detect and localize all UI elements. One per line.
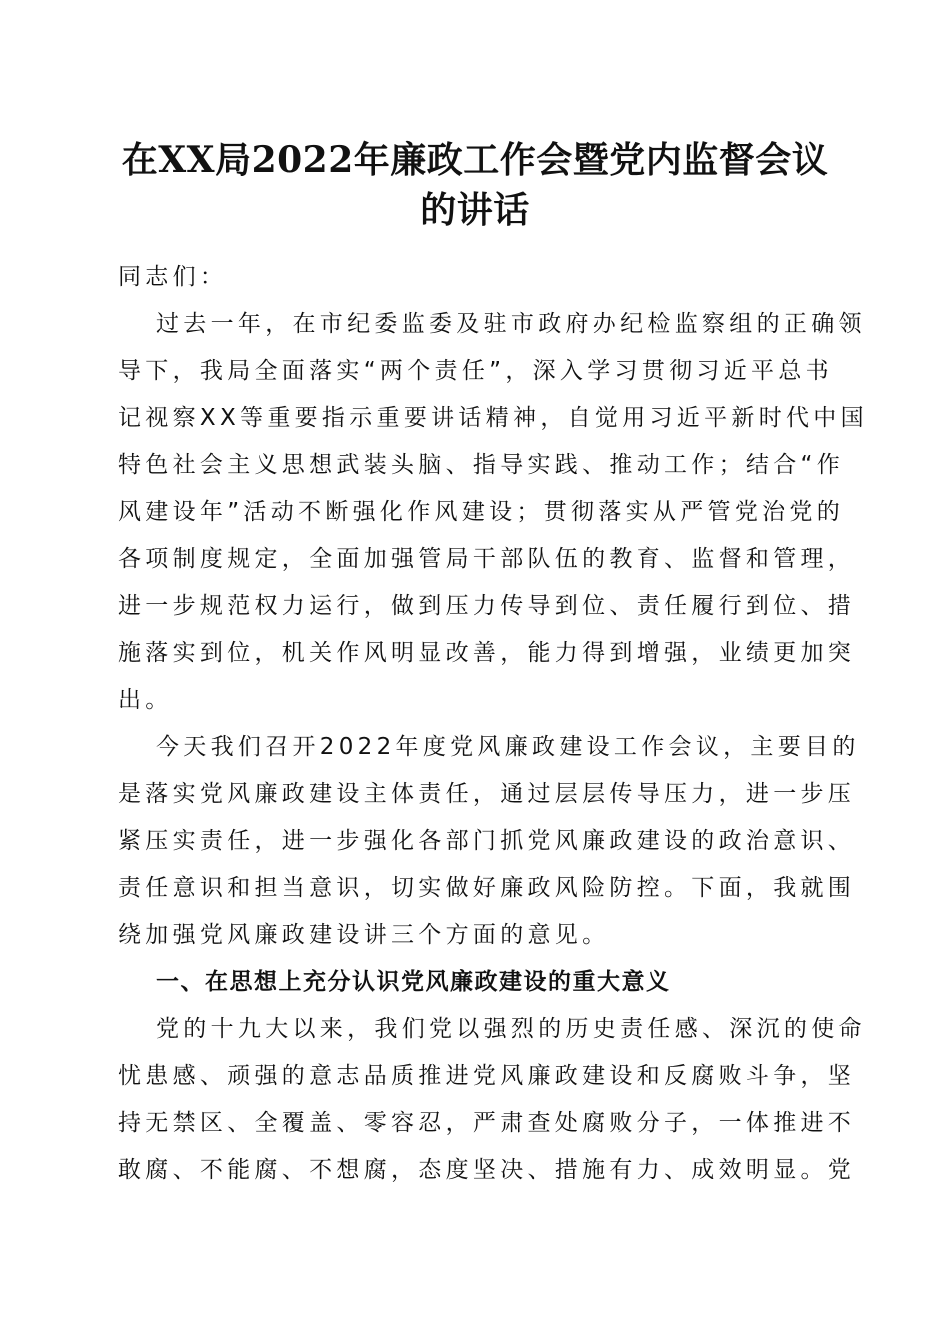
paragraph-line: 进一步规范权力运行，做到压力传导到位、责任履行到位、措 (118, 593, 856, 619)
paragraph-line: 记视察XX等重要指示重要讲话精神，自觉用习近平新时代中国 (118, 405, 868, 431)
paragraph-line: 各项制度规定，全面加强管局干部队伍的教育、监督和管理， (118, 546, 856, 572)
paragraph-line: 过去一年，在市纪委监委及驻市政府办纪检监察组的正确领 (156, 311, 866, 337)
title-line: 的讲话 (420, 189, 530, 231)
paragraph-line: 敢腐、不能腐、不想腐，态度坚决、措施有力、成效明显。党 (118, 1157, 856, 1183)
paragraph-line: 出。 (118, 687, 173, 713)
document-body (118, 254, 868, 1194)
paragraph-line: 特色社会主义思想武装头脑、指导实践、推动工作；结合“作 (118, 452, 845, 478)
paragraph-line: 持无禁区、全覆盖、零容忍，严肃查处腐败分子，一体推进不 (118, 1110, 856, 1136)
paragraph-line: 导下，我局全面落实“两个责任”，深入学习贯彻习近平总书 (118, 358, 833, 384)
title-line: 在XX局2022年廉政工作会暨党内监督会议 (121, 139, 829, 181)
paragraph-line: 今天我们召开2022年度党风廉政建设工作会议，主要目的 (156, 734, 860, 760)
section-heading: 一、在思想上充分认识党风廉政建设的重大意义 (156, 969, 671, 995)
salutation: 同志们： (118, 264, 228, 290)
paragraph-line: 忧患感、顽强的意志品质推进党风廉政建设和反腐败斗争，坚 (118, 1063, 856, 1089)
paragraph-line: 施落实到位，机关作风明显改善，能力得到增强，业绩更加突 (118, 640, 856, 666)
paragraph-line: 责任意识和担当意识，切实做好廉政风险防控。下面，我就围 (118, 875, 856, 901)
paragraph-3 (118, 1006, 866, 1194)
paragraph-1 (118, 301, 868, 724)
paragraph-2 (118, 724, 860, 959)
paragraph-line: 绕加强党风廉政建设讲三个方面的意见。 (118, 922, 610, 948)
document-title (110, 135, 840, 235)
paragraph-line: 党的十九大以来，我们党以强烈的历史责任感、深沉的使命 (156, 1016, 866, 1042)
paragraph-line: 紧压实责任，进一步强化各部门抓党风廉政建设的政治意识、 (118, 828, 856, 854)
paragraph-line: 是落实党风廉政建设主体责任，通过层层传导压力，进一步压 (118, 781, 856, 807)
paragraph-line: 风建设年”活动不断强化作风建设；贯彻落实从严管党治党的 (118, 499, 845, 525)
